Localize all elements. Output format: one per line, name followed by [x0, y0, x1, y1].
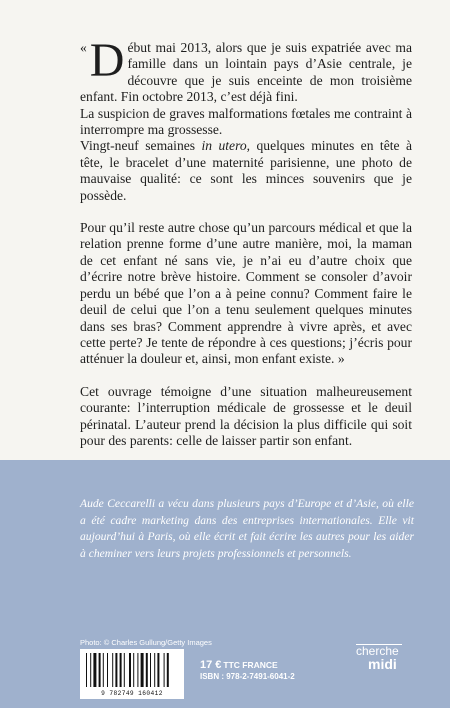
barcode-bar: [115, 653, 117, 687]
barcode-bar: [112, 653, 113, 687]
barcode-bar: [167, 653, 169, 687]
price-tax: TTC FRANCE: [223, 660, 278, 670]
barcode-bar: [124, 653, 125, 687]
barcode-bar: [93, 653, 96, 687]
barcode-bar: [141, 653, 144, 687]
barcode-bar: [90, 653, 91, 687]
barcode-number: 9 782749 160412: [101, 690, 163, 697]
barcode-bar: [107, 653, 108, 687]
price: [200, 655, 278, 673]
author-bio: Aude Ceccarelli a vécu dans plusieurs pays d’Europe et d’Asie, où elle a été cadre marketing dans des entreprises internationales. Elle vit aujourd’hui à Paris, où elle écrit et fait écrire les autres pour les aider à cheminer vers leurs projets professionnels et personnels.: [80, 497, 414, 560]
barcode-bar: [129, 653, 131, 687]
paragraph-3: [80, 138, 412, 204]
publisher-logo-line2: midi: [368, 656, 397, 672]
barcode-bar: [120, 653, 122, 687]
barcode-bar: [157, 653, 159, 687]
paragraph-3-start: Vingt-neuf semaines: [80, 138, 202, 154]
barcode-bar: [146, 653, 148, 687]
barcode-bar: [154, 653, 155, 687]
barcode: [80, 649, 184, 699]
drop-cap: D: [89, 34, 125, 87]
price-amount: 17 €: [200, 659, 222, 671]
paragraph-3-italic: in utero: [201, 138, 247, 154]
barcode-bar: [133, 653, 134, 687]
photo-credit: Photo: © Charles Gullung/Getty Images: [80, 638, 212, 647]
barcode-bar: [99, 653, 101, 687]
barcode-bar: [86, 653, 87, 687]
paragraph-1-text: ébut mai 2013, alors que je suis expatriée avec ma famille dans un lointain pays d’Asie centrale, je découvre que je suis enceinte de mon troisième enfant. Fin octobre 2013, c’est déjà fini.: [80, 40, 412, 105]
blurb-text: [80, 34, 412, 449]
paragraph-3-end: , quelques minutes en tête à tête, le bracelet d’une maternité parisienne, une photo de mauvaise qualité: ce sont les minces souvenirs que je possède.: [80, 138, 412, 203]
barcode-bar: [150, 653, 151, 687]
paragraph-1: [80, 34, 412, 106]
barcode-bar: [164, 653, 165, 687]
paragraph-2: La suspicion de graves malformations fœtales me contraint à interrompre ma grossesse.: [80, 105, 412, 138]
publisher-logo-line1: cherche: [356, 644, 399, 658]
opening-quote: «: [80, 40, 87, 55]
publisher-logo: [356, 645, 426, 671]
paragraph-5: Cet ouvrage témoigne d’une situation malheureusement courante: l’interruption médicale de grossesse et le deuil périnatal. L’auteur prend la décision la plus difficile qui soit pour des parents: celle de laisser partir son enfant.: [80, 383, 412, 448]
barcode-bars: [86, 653, 178, 689]
paragraph-4: Pour qu’il reste autre chose qu’un parcours médical et que la relation prenne forme d’une autre manière, moi, la maman de cet enfant né sans vie, je n’ai eu d’autre choix que d’écrire notre brève histoire. Comment se consoler d’avoir perdu un bébé que l’on a à peine connu? Comment faire le deuil de celui que l’on a tenu seulement quelques minutes dans ses bras? Comment apprendre à vivre après, et avec cette perte? Je tente de répondre à ces questions; j’écris pour atténuer la douleur et, ainsi, mon enfant existe. »: [80, 220, 412, 367]
barcode-bar: [137, 653, 138, 687]
barcode-bar: [103, 653, 104, 687]
isbn: ISBN : 978-2-7491-6041-2: [200, 672, 295, 681]
author-band: [0, 460, 450, 708]
